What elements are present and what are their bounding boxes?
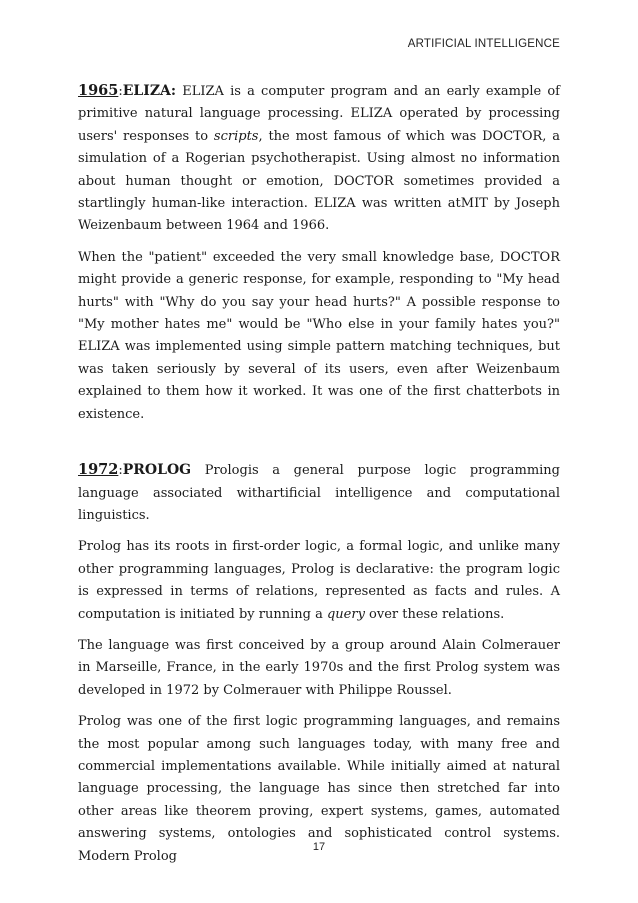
eliza-paragraph-1 [78, 80, 560, 238]
prolog-text-2b: over these relations. [364, 606, 505, 622]
page-body [78, 80, 560, 877]
prolog-year: 1972 [78, 461, 119, 479]
prolog-query-term: query [326, 606, 365, 622]
running-header: ARTIFICIAL INTELLIGENCE [407, 38, 560, 50]
prolog-separator: : [118, 463, 123, 479]
prolog-paragraph-3: The language was first conceived by a group around Alain Colmerauer in Marseille, France, in the early 1970s and the first Prolog system was developed in 1972 by Colmerauer with Philippe Roussel. [78, 637, 560, 698]
eliza-separator: : [118, 84, 123, 99]
eliza-text-b: , the most famous of which was DOCTOR, a simulation of a Rogerian psychotherapist. Using almost no information about human thought or emotion, DOCTOR sometimes provided a startlingly human-like interaction. ELIZA was written atMIT by Joseph Weizenbaum between 1964 and 1966. [78, 128, 560, 234]
eliza-scripts-term: scripts [213, 128, 259, 144]
eliza-year: 1965 [78, 82, 119, 99]
prolog-text-2a: Prolog has its roots in first-order logic, a formal logic, and unlike many other programming languages, Prolog is declarative: the program logic is expressed in terms of relations, represented as facts and rules. A computation is initiated by running a [78, 539, 560, 622]
prolog-paragraph-1 [78, 459, 560, 527]
eliza-heading: ELIZA: [122, 83, 177, 99]
section-spacer [78, 435, 560, 459]
prolog-paragraph-4: Prolog was one of the first logic programming languages, and remains the most popular among such languages today, with many free and commercial implementations available. While initially aimed at natural language processing, the language has since then stretched far into other areas like theorem proving, expert systems, games, automated answering systems, ontologies and sophisticated control systems. Modern Prolog [78, 714, 560, 864]
page-number: 17 [312, 841, 326, 853]
prolog-text-1: Prologis a general purpose logic programming language associated withartificial intelligence and computational linguistics. [78, 463, 560, 523]
prolog-heading: PROLOG [122, 462, 192, 479]
eliza-paragraph-2: When the "patient" exceeded the very small knowledge base, DOCTOR might provide a generic response, for example, responding to "My head hurts" with "Why do you say your head hurts?" A possible response to "My mother hates me" would be "Who else in your family hates you?" ELIZA was implemented using simple pattern matching techniques, but was taken seriously by several of its users, even after Weizenbaum explained to them how it worked. It was one of the first chatterbots in existence. [78, 249, 560, 422]
eliza-text-a: ELIZA is a computer program and an early example of primitive natural language processing. ELIZA operated by processing users' responses to [78, 84, 560, 144]
prolog-paragraph-2 [78, 536, 560, 626]
